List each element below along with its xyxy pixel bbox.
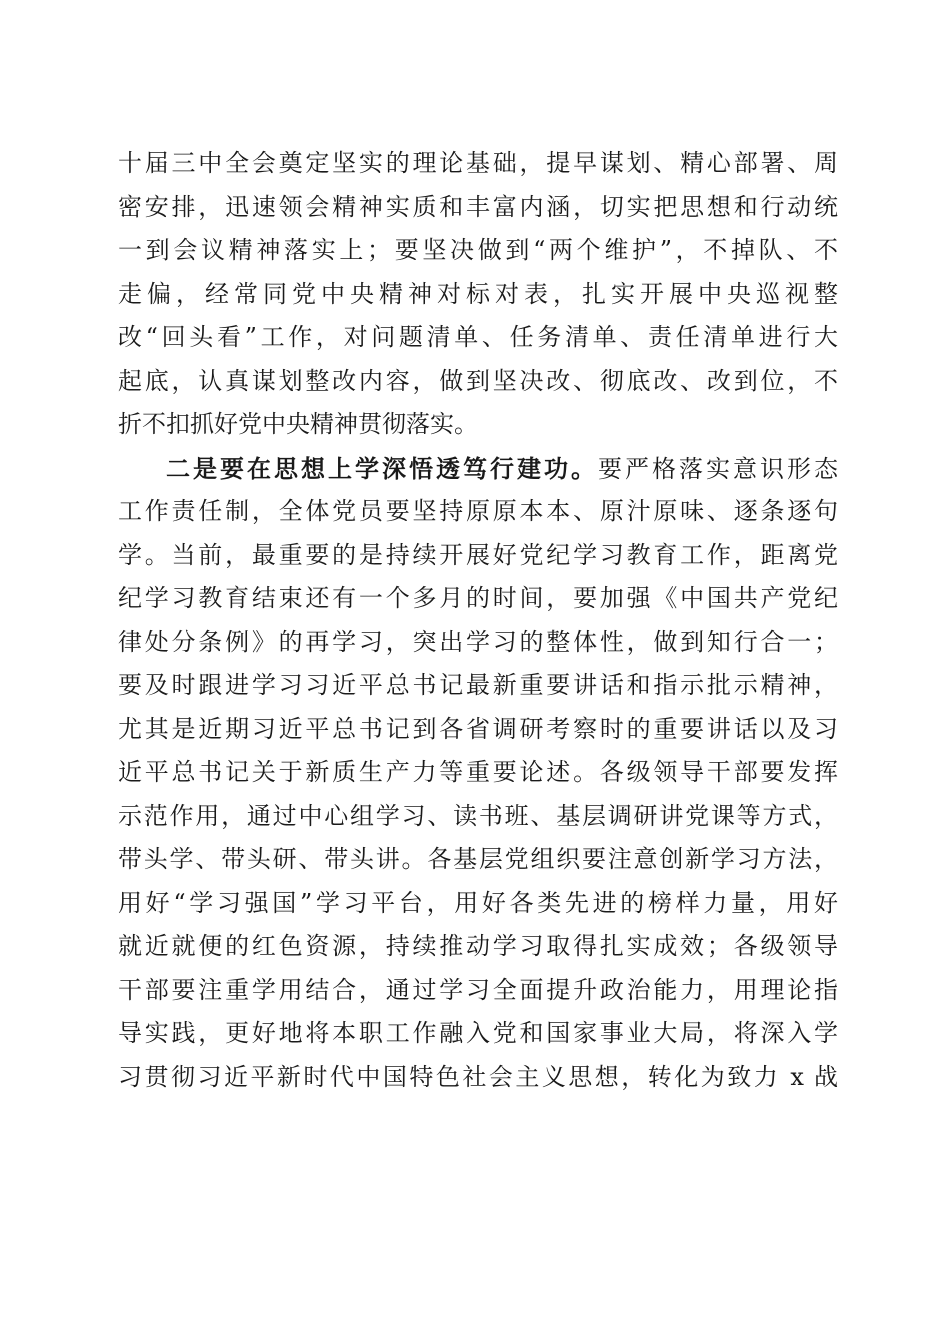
- paragraph-2: [118, 447, 838, 1100]
- paragraph-line: 就近就便的红色资源，持续推动学习取得扎实成效；各级领导: [118, 932, 838, 960]
- paragraph-line: 起底，认真谋划整改内容，做到坚决改、彻底改、改到位，不: [118, 366, 838, 395]
- paragraph-line: 走偏，经常同党中央精神对标对表，扎实开展中央巡视整: [118, 279, 838, 308]
- paragraph-line: 改“回头看”工作，对问题清单、任务清单、责任清单进行大: [118, 323, 838, 351]
- paragraph-line: 带头学、带头研、带头讲。各基层党组织要注意创新学习方法，: [118, 845, 838, 873]
- paragraph-1: [118, 142, 838, 447]
- paragraph-line: 干部要注重学用结合，通过学习全面提升政治能力，用理论指: [118, 975, 838, 1004]
- paragraph-line: 尤其是近期习近平总书记到各省调研考察时的重要讲话以及习: [118, 714, 838, 743]
- paragraph-line: 律处分条例》的再学习，突出学习的整体性，做到知行合一；: [118, 627, 838, 656]
- paragraph-line: 用好“学习强国”学习平台，用好各类先进的榜样力量，用好: [118, 888, 838, 917]
- paragraph-heading: 二是要在思想上学深悟透笃行建功。: [166, 453, 598, 483]
- paragraph-line: 习贯彻习近平新时代中国特色社会主义思想，转化为致力 x 战: [118, 1062, 838, 1091]
- paragraph-line: 近平总书记关于新质生产力等重要论述。各级领导干部要发挥: [118, 758, 838, 786]
- paragraph-line: 十届三中全会奠定坚实的理论基础，提早谋划、精心部署、周: [118, 149, 838, 177]
- paragraph-line-text: 要严格落实意识形态: [598, 454, 838, 483]
- paragraph-line: 密安排，迅速领会精神实质和丰富内涵，切实把思想和行动统: [118, 192, 838, 221]
- paragraph-line: 示范作用，通过中心组学习、读书班、基层调研讲党课等方式，: [118, 801, 838, 830]
- paragraph-line: 折不扣抓好党中央精神贯彻落实。: [118, 410, 478, 438]
- paragraph-line: 学。当前，最重要的是持续开展好党纪学习教育工作，距离党: [118, 540, 838, 569]
- paragraph-line: 导实践，更好地将本职工作融入党和国家事业大局，将深入学: [118, 1019, 838, 1047]
- paragraph-line: 要及时跟进学习习近平总书记最新重要讲话和指示批示精神，: [118, 671, 838, 699]
- paragraph-line: 工作责任制，全体党员要坚持原原本本、原汁原味、逐条逐句: [118, 497, 838, 525]
- paragraph-line: 一到会议精神落实上；要坚决做到“两个维护”，不掉队、不: [118, 236, 838, 264]
- paragraph-line: 纪学习教育结束还有一个多月的时间，要加强《中国共产党纪: [118, 584, 838, 612]
- document-body: [118, 142, 838, 1099]
- paragraph-first-line: [118, 447, 838, 491]
